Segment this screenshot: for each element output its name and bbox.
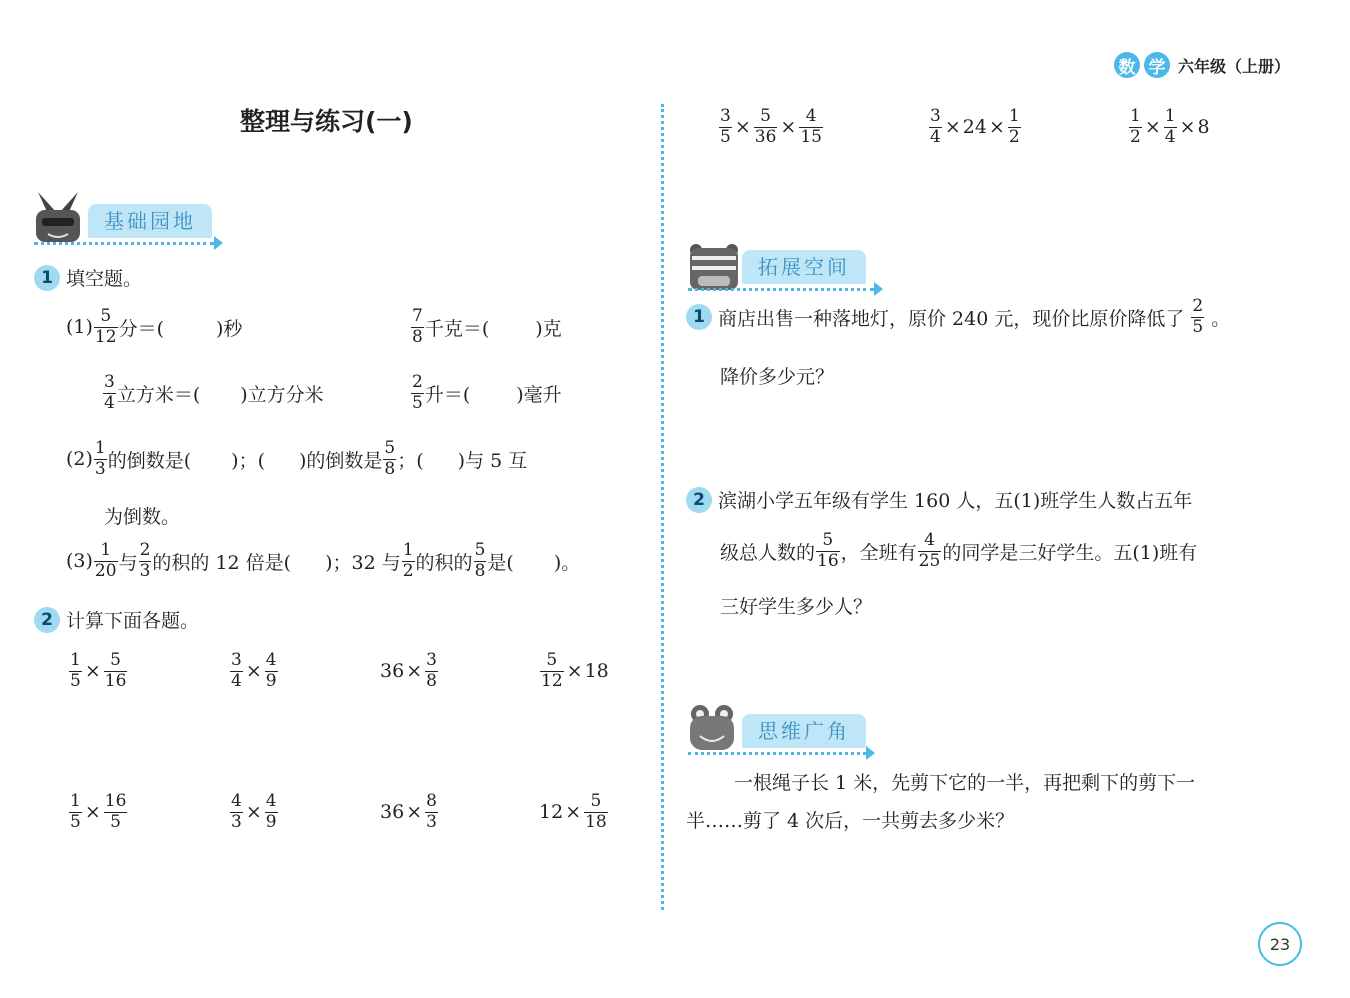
extend-q2-text: 滨湖小学五年级有学生 160 人，五(1)班学生人数占五年 bbox=[718, 490, 1193, 512]
q1-text: 分＝( bbox=[118, 317, 164, 340]
fraction: $\frac{2}{3}$ bbox=[139, 540, 151, 581]
q1-text: )与 5 互 bbox=[457, 449, 528, 472]
calc-item: $\frac{3}{5}$ × $\frac{5}{36}$ × $\frac{4}{15}$ bbox=[720, 106, 822, 147]
fraction: $\frac{5}{8}$ bbox=[474, 540, 486, 581]
extend-q1-number: 1 bbox=[686, 304, 712, 330]
q1-number: 1 bbox=[34, 265, 60, 291]
thinking-line1: 一根绳子长 1 米，先剪下它的一半，再把剩下的剪下一 bbox=[734, 772, 1196, 794]
q1-p3-label: (3) bbox=[66, 550, 93, 572]
extend-q1-end: 。 bbox=[1211, 307, 1231, 330]
q1-text: ；( bbox=[397, 449, 424, 472]
fraction: $\frac{1}{3}$ bbox=[94, 438, 106, 479]
calc-item: $\frac{3}{4}$ × 24 × $\frac{1}{2}$ bbox=[930, 106, 1020, 147]
q1-text: 千克＝( bbox=[424, 317, 490, 340]
q1-text: 的倒数是( bbox=[107, 449, 192, 472]
section-thinking-label: 思维广角 bbox=[742, 714, 866, 748]
subject-badge-2: 学 bbox=[1144, 52, 1170, 78]
calc-item: $\frac{3}{4}$ × $\frac{4}{9}$ bbox=[231, 650, 277, 691]
q1-part3 bbox=[66, 542, 580, 580]
section-extend-dots bbox=[688, 288, 874, 291]
q1-text: )毫升 bbox=[516, 383, 562, 406]
frog-icon bbox=[688, 704, 736, 752]
q1-part2-cont: 为倒数。 bbox=[104, 506, 181, 528]
extend-q2-number: 2 bbox=[686, 487, 712, 513]
q1-text: 的积的 12 倍是( bbox=[152, 551, 292, 574]
q2-heading bbox=[34, 606, 199, 633]
zebra-icon bbox=[688, 242, 740, 294]
calc-item: $\frac{4}{3}$ × $\frac{4}{9}$ bbox=[231, 791, 277, 832]
calc-item: $\frac{1}{2}$ × $\frac{1}{4}$ × 8 bbox=[1130, 106, 1210, 147]
q1-text: 立方米＝( bbox=[116, 383, 201, 406]
extend-q1-line2: 降价多少元？ bbox=[720, 366, 835, 388]
calc-item: 36 × $\frac{3}{8}$ bbox=[380, 650, 437, 691]
section-extend-label: 拓展空间 bbox=[742, 250, 866, 284]
q1-text: )。 bbox=[553, 551, 581, 574]
calc-item: 12 × $\frac{5}{18}$ bbox=[539, 791, 607, 832]
q1-heading bbox=[34, 264, 142, 291]
fraction: $\frac{2}{5}$ bbox=[412, 372, 423, 413]
fraction: $\frac{1}{2}$ bbox=[402, 540, 414, 581]
calc-item: $\frac{1}{5}$ × $\frac{5}{16}$ bbox=[70, 650, 127, 691]
fraction: $\frac{2}{5}$ bbox=[1192, 296, 1204, 337]
calc-item: $\frac{5}{12}$ × 18 bbox=[541, 650, 609, 691]
extend-q2-line2: 级总人数的 $\frac{5}{16}$ ，全班有 $\frac{4}{25}$ 的同学是三好学生。五(1)班有 bbox=[720, 530, 1198, 571]
bunny-icon bbox=[34, 190, 82, 246]
q2-number: 2 bbox=[34, 607, 60, 633]
fraction: $\frac{7}{8}$ bbox=[412, 306, 423, 347]
grade-label: 六年级（上册） bbox=[1178, 56, 1291, 76]
section-extend bbox=[688, 236, 888, 300]
extend-q1 bbox=[686, 298, 1230, 336]
q1-part1-b bbox=[410, 308, 562, 346]
q1-text: )；( bbox=[231, 449, 265, 472]
calc-item: $\frac{1}{5}$ × $\frac{16}{5}$ bbox=[70, 791, 127, 832]
q1-text: )立方分米 bbox=[240, 383, 324, 406]
q1-part1-c bbox=[102, 374, 324, 412]
extend-q2-line3: 三好学生多少人？ bbox=[720, 596, 873, 618]
q1-p1-label: (1) bbox=[66, 316, 93, 338]
fraction: $\frac{4}{25}$ bbox=[918, 530, 941, 571]
calc-item: 36 × $\frac{8}{3}$ bbox=[380, 791, 437, 832]
q1-text: 是( bbox=[487, 551, 514, 574]
q1-part1-a bbox=[66, 308, 242, 346]
fraction: $\frac{5}{12}$ bbox=[94, 306, 117, 347]
q1-text: )；32 与 bbox=[325, 551, 401, 574]
fraction: $\frac{1}{20}$ bbox=[94, 540, 117, 581]
q1-part1-d bbox=[410, 374, 562, 412]
section-basic-dots bbox=[34, 242, 214, 245]
q1-text: )克 bbox=[535, 317, 562, 340]
q1-text: 与 bbox=[118, 551, 138, 574]
page-divider bbox=[661, 104, 664, 910]
subject-badge-1: 数 bbox=[1114, 52, 1140, 78]
q1-p2-label: (2) bbox=[66, 448, 93, 470]
q1-text: 的积的 bbox=[415, 551, 473, 574]
q1-text: )秒 bbox=[215, 317, 243, 340]
fraction: $\frac{3}{4}$ bbox=[104, 372, 115, 413]
section-thinking bbox=[688, 700, 880, 764]
thinking-line2: 半……剪了 4 次后，一共剪去多少米？ bbox=[686, 810, 1015, 832]
q1-part2 bbox=[66, 440, 527, 478]
section-basic bbox=[34, 190, 224, 254]
section-thinking-dots bbox=[688, 752, 866, 755]
page-number: 23 bbox=[1258, 922, 1302, 966]
q2-title: 计算下面各题。 bbox=[66, 610, 200, 632]
q1-title: 填空题。 bbox=[66, 268, 143, 290]
q1-text: )的倒数是 bbox=[299, 449, 383, 472]
fraction: $\frac{5}{8}$ bbox=[384, 438, 396, 479]
extend-q1-text: 商店出售一种落地灯，原价 240 元，现价比原价降低了 bbox=[718, 307, 1185, 330]
extend-q2 bbox=[686, 486, 1192, 513]
page-title: 整理与练习(一) bbox=[240, 107, 413, 136]
subject-header bbox=[1114, 52, 1290, 78]
section-extend-arrow bbox=[874, 282, 883, 296]
section-basic-arrow bbox=[214, 236, 223, 250]
fraction: $\frac{5}{16}$ bbox=[817, 530, 839, 571]
section-thinking-arrow bbox=[866, 746, 875, 760]
section-basic-label: 基础园地 bbox=[88, 204, 212, 238]
q1-text: 升＝( bbox=[424, 383, 471, 406]
